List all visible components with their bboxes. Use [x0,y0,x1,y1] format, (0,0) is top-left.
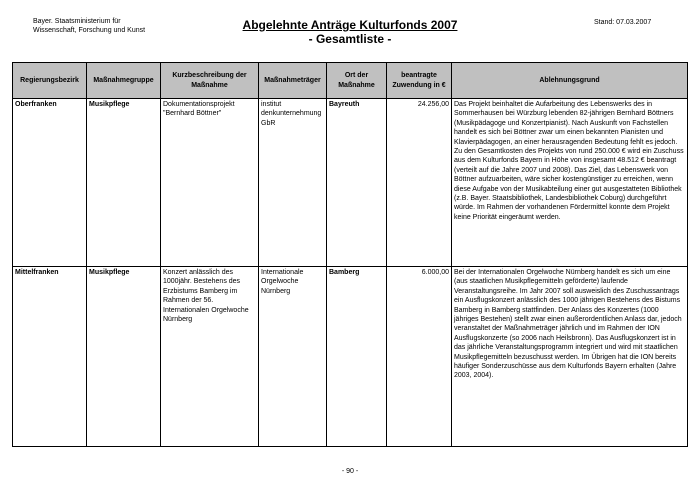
cell-gruppe: Musikpflege [87,99,161,267]
col-header-grund: Ablehnungsgrund [452,63,688,99]
col-header-ort: Ort der Maßnahme [327,63,387,99]
cell-grund: Bei der Internationalen Orgelwoche Nürnberg handelt es sich um eine (aus staatlichen Musikpflegemitteln geförderte) laufende Veranstaltungsreihe. Im Jahr 2007 soll ausweislich des Zuschussantrags ein Ausflugskonzert anlässlich des 1000 jährigen Bestehens des Bistums Bamberg in Bamberg stattfinden. Der Anlass des Konzertes (1000 jähriges Bestehen) stellt zwar einen außerordentlichen Anlass dar, jedoch veranstaltet der Maßnahmeträger jährlich und im Rahmen der ION Ausflugskonzerte (so 2006 nach Heilsbronn). Das Ausflugskonzert ist in das jährliche Veranstaltungsprogramm integriert und wird mit staatlichen Musikpflegemitteln bezuschusst werden. Im Übrigen hat die ION bereits häufiger Sonderzuschüsse aus dem Kulturfonds Bayern erhalten (Jahre 2003, 2004). [452,267,688,447]
col-header-gruppe: Maßnahmegruppe [87,63,161,99]
col-header-beschreibung: Kurzbeschreibung der Maßnahme [161,63,259,99]
cell-ort: Bayreuth [327,99,387,267]
page-subtitle: - Gesamtliste - [308,32,392,46]
cell-betrag: 6.000,00 [387,267,452,447]
applications-table [12,62,688,447]
cell-bezirk: Oberfranken [13,99,87,267]
cell-grund: Das Projekt beinhaltet die Aufarbeitung des Lebenswerks des in Sommerhausen bei Würzburg lebenden 82-jährigen Bernhard Böttners (Musikpädagoge und Konzertpianist). Nach Auskunft von Fachstellen handelt es sich bei Böttner zwar um einen bekannten Pianisten und Klavierpädagogen, an einer herausragenden Bedeutung fehlt es jedoch. Zu den Gesamtkosten des Projekts von rund 250.000 € wird ein Zuschuss aus dem Kulturfonds Bayern in Höhe von insgesamt 48.512 € beantragt (verteilt auf die Jahre 2007 und 2008). Das Ziel, das Lebenswerk von Böttner aufzuarbeiten, wäre sicher kostengünstiger zu erreichen, wenn diese Aufgabe von der Musikabteilung einer gut ausgestatteten Bibliothek (z.B. Bayer. Staatsbibliothek, Landesbibliothek Coburg) durchgeführt würde. Im Rahmen der vorhandenen Fördermittel konnte dem Projekt keine Priorität eingeräumt werden. [452,99,688,267]
stand-date: Stand: 07.03.2007 [594,19,652,26]
cell-traeger: Internationale Orgelwoche Nürnberg [259,267,327,447]
table-container [12,62,687,447]
col-header-traeger: Maßnahmeträger [259,63,327,99]
page-title: Abgelehnte Anträge Kulturfonds 2007 [242,18,458,32]
table-row [13,267,688,447]
col-header-betrag: beantragte Zuwendung in € [387,63,452,99]
table-row [13,99,688,267]
cell-ort: Bamberg [327,267,387,447]
ministry-line-2: Wissenschaft, Forschung und Kunst [33,26,146,34]
ministry-line-1: Bayer. Staatsministerium für [33,18,121,25]
cell-betrag: 24.256,00 [387,99,452,267]
cell-bezirk: Mittelfranken [13,267,87,447]
table-header-row [13,63,688,99]
cell-traeger: institut denkunternehmung GbR [259,99,327,267]
cell-beschreibung: Dokumentationsprojekt "Bernhard Böttner" [161,99,259,267]
page-number: - 90 - [341,468,359,475]
cell-gruppe: Musikpflege [87,267,161,447]
cell-beschreibung: Konzert anlässlich des 1000jähr. Bestehens des Erzbistums Bamberg im Rahmen der 56. Internationalen Orgelwoche Nürnberg [161,267,259,447]
col-header-bezirk: Regierungsbezirk [13,63,87,99]
